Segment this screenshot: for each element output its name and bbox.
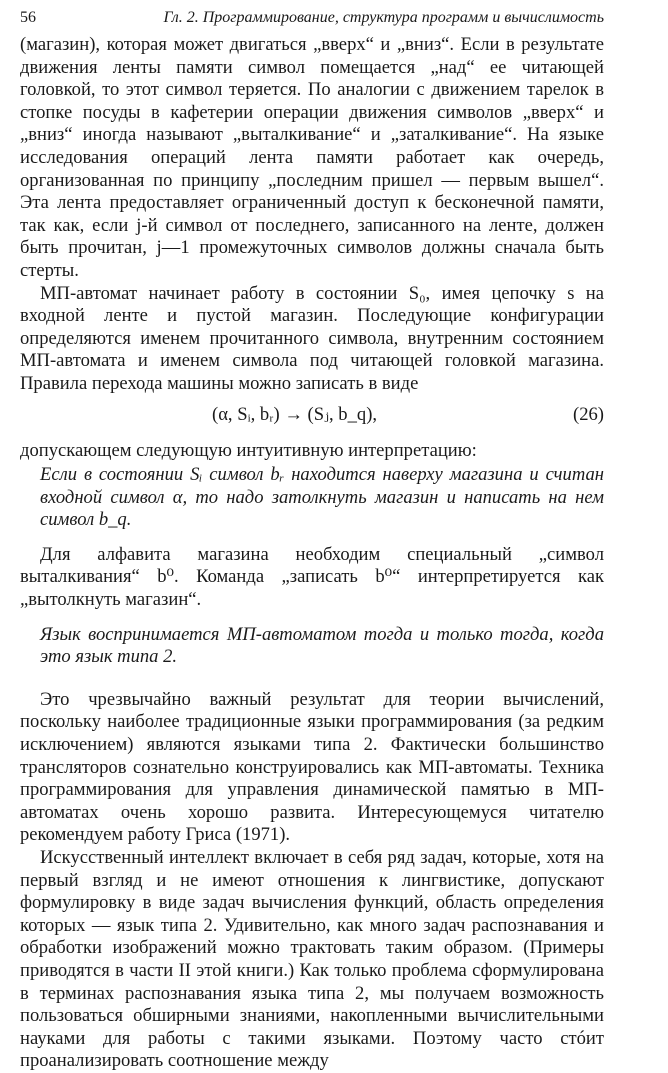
formula-expression: (α, Sᵢ, bᵣ) → (Sⱼ, b_q), (212, 403, 378, 425)
paragraph-interpretation-intro: допускающем следующую интуитивную интерпретацию: (20, 439, 477, 461)
paragraph-stack-description: (магазин), которая может двигаться „вверх“ и „вниз“. Если в результате движения ленты памяти символ помещается „над“ ее читающей головкой, то этот символ теряется. По аналогии с движением тарелок в стопке посуды в кафетерии операции движения символов „вверх“ и „вниз“ иногда называют „выталкивание“ и „заталкивание“. На языке исследования операций лента памяти работает как очередь, организованная по принципу „последним пришел — первым вышел“. Эта лента предоставляет ограниченный доступ к бесконечной памяти, так как, если j-й символ от последнего, записанного на ленте, должен быть прочитан, j—1 промежуточных символов должны сначала быть стерты. (20, 34, 604, 281)
transition-formula (20, 400, 604, 432)
paragraph-importance: Это чрезвычайно важный результат для теории вычислений, поскольку наиболее традиционные языки программирования (за редким исключением) являются языками типа 2. Фактически большинство трансляторов сознательно конструировались как МП-автоматы. Техника программирования для управления динамической памятью в МП-автоматах очень хорошо развита. Интересующемуся читателю рекомендуем работу Гриса (1971). (20, 688, 604, 846)
paragraph-pda-start: МП-автомат начинает работу в состоянии S₀, имея цепочку s на входной ленте и пустой магазин. Последующие конфигурации определяются именем прочитанного символа, внутренним состоянием МП-автомата и именем символа под читающей головкой магазина. Правила перехода машины можно записать в виде (20, 282, 604, 394)
formula-number: (26) (573, 403, 604, 425)
paragraph-ai: Искусственный интеллект включает в себя ряд задач, которые, хотя на первый взгляд и не имеют отношения к лингвистике, допускают формулировку в виде задач вычисления функций, область определения которых — язык типа 2. Удивительно, как много задач распознавания и обработки изображений можно трактовать таким образом. (Примеры приводятся в части II этой книги.) Как только проблема сформулирована в терминах распознавания языка типа 2, мы получаем возможность пользоваться обширными знаниями, накопленными вычислительными науками для работы с такими языками. Поэтому часто стóит проанализировать соотношение между (20, 847, 604, 1072)
running-head: Гл. 2. Программирование, структура программ и вычислимость (163, 9, 604, 26)
transition-rule: Если в состоянии Sᵢ символ bᵣ находится наверху магазина и считан входной символ α, то надо затолкнуть магазин и написать на нем символ b_q. (40, 464, 604, 531)
theorem-statement: Язык воспринимается МП-автоматом тогда и только тогда, когда это язык типа 2. (40, 623, 604, 668)
page-header (20, 6, 604, 34)
paragraph-pop-symbol: Для алфавита магазина необходим специальный „символ выталкивания“ b⁰. Команда „записать b⁰“ интерпретируется как „вытолкнуть магазин“. (20, 543, 604, 611)
book-page (20, 6, 604, 1073)
page-number: 56 (20, 9, 36, 26)
